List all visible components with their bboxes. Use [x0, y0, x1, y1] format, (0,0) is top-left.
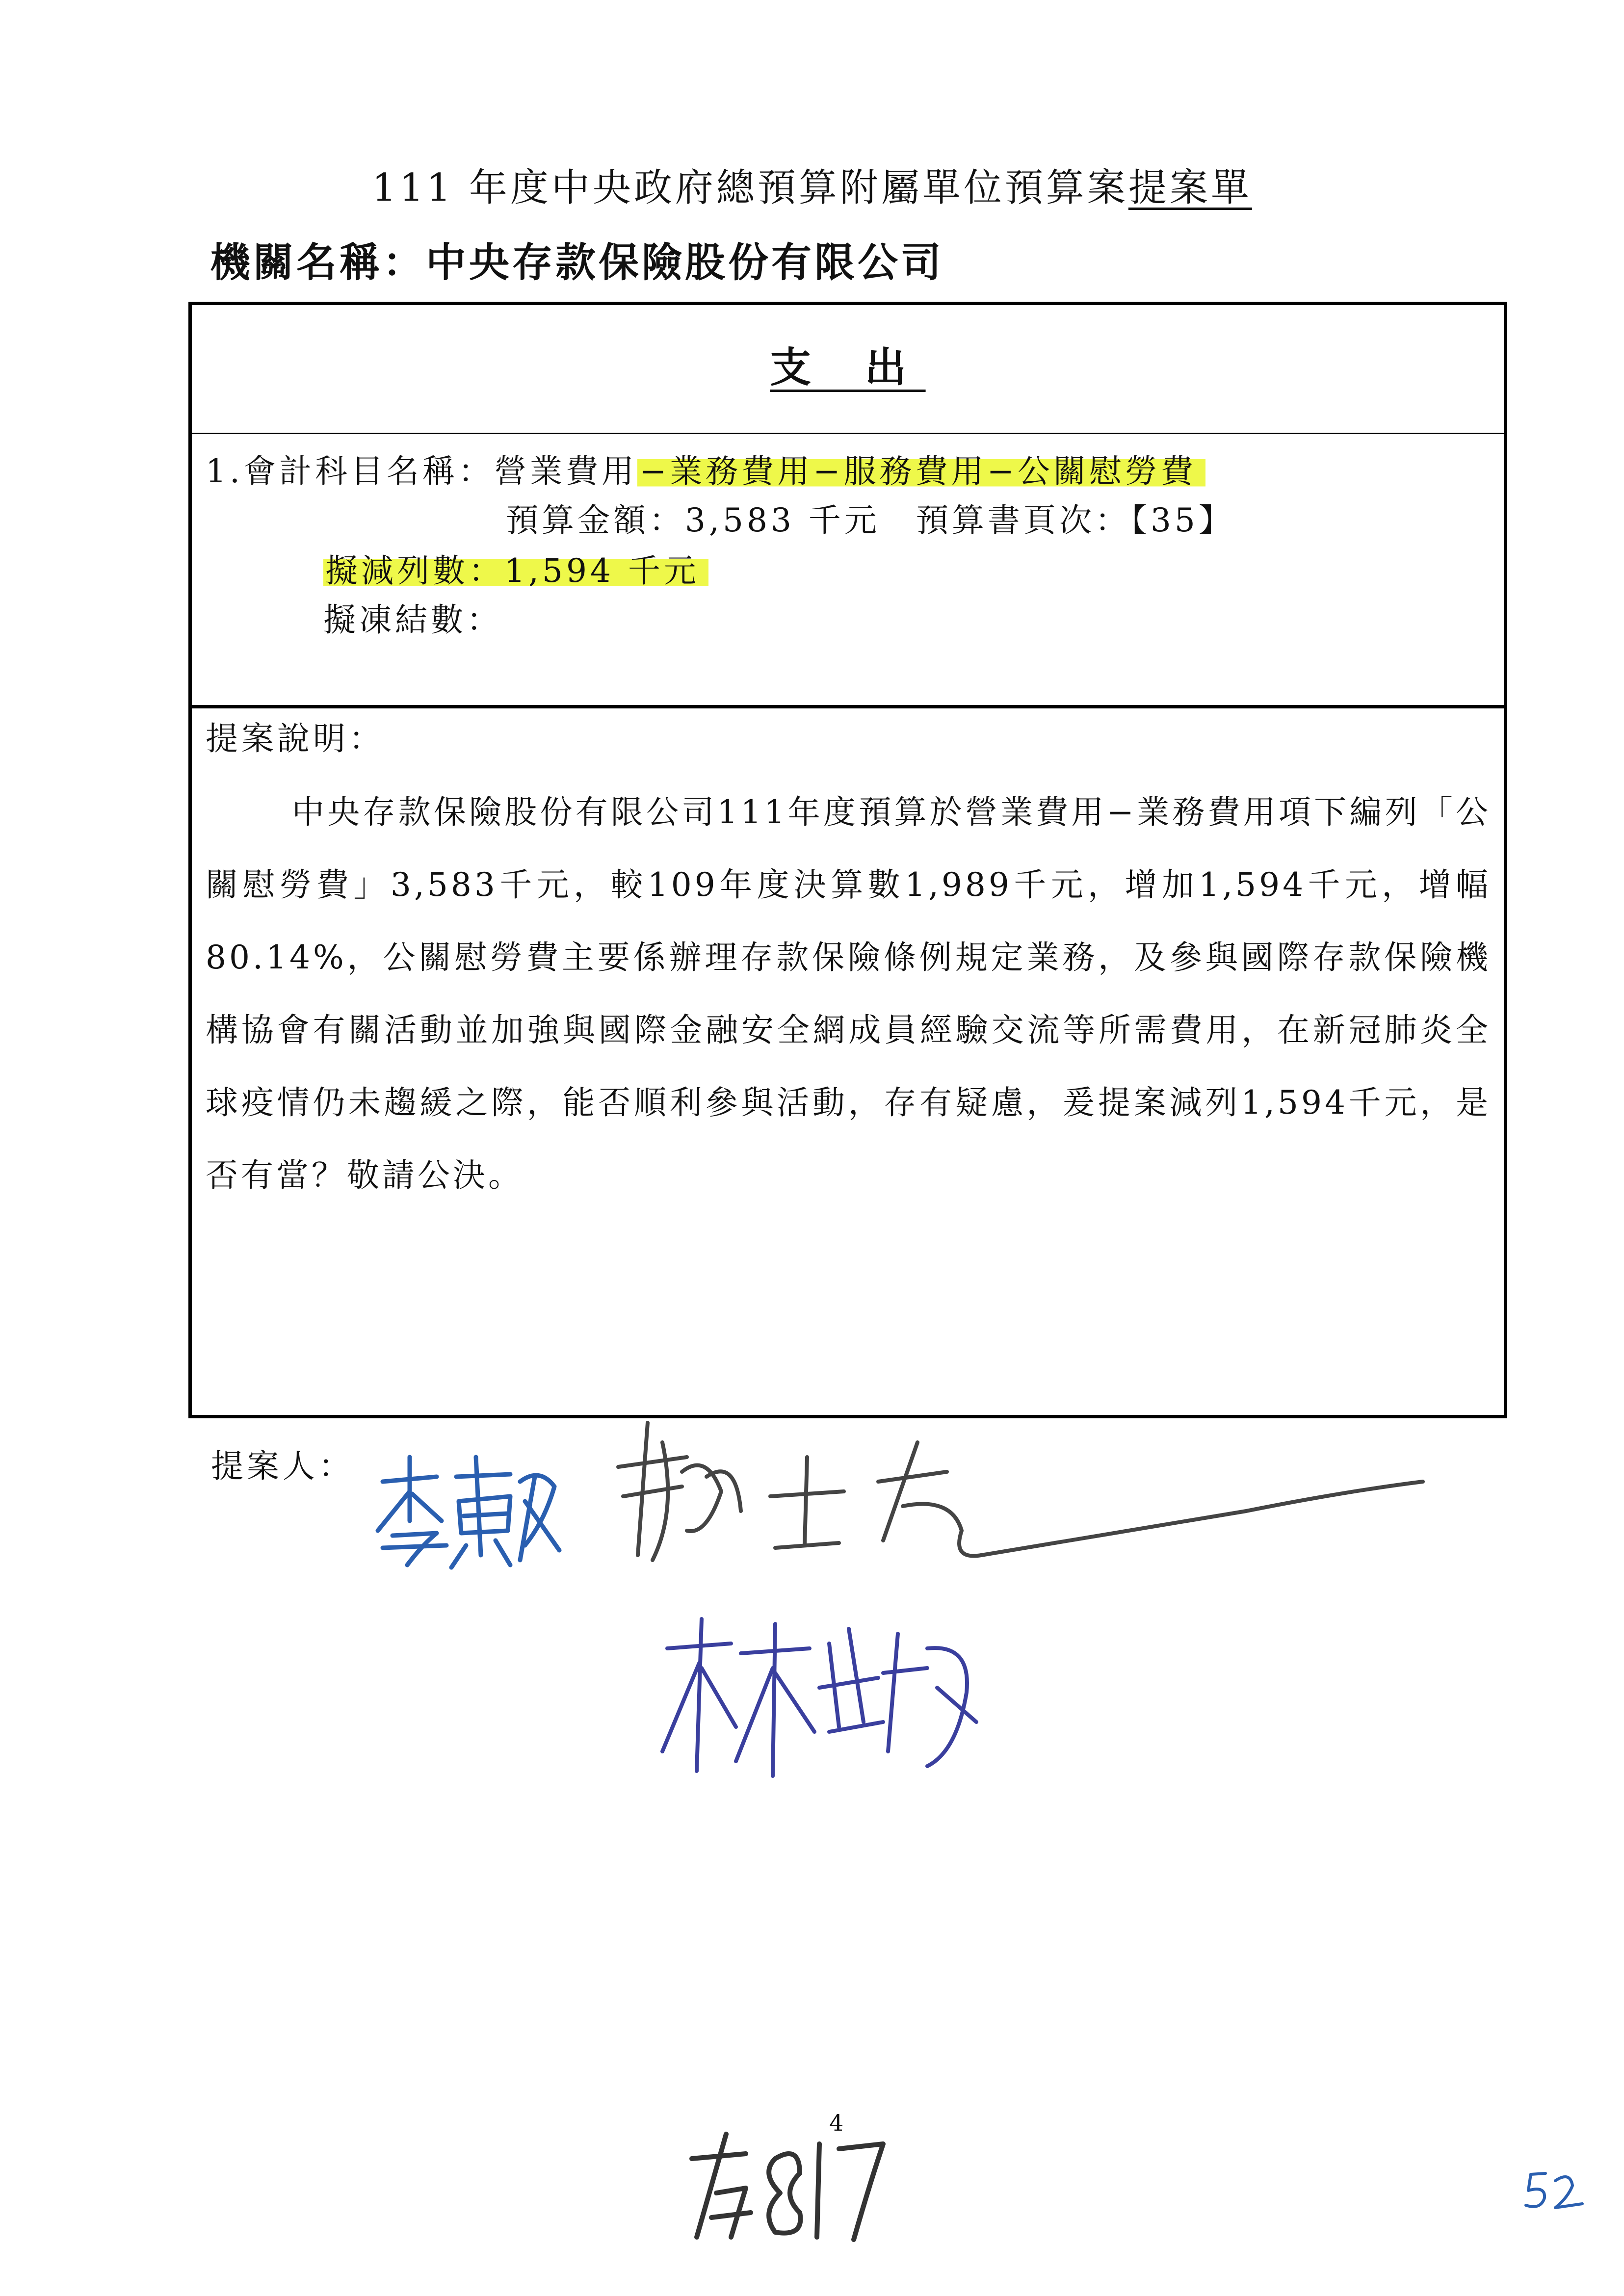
reduction-amount-highlighted: 擬減列數：1,594 千元: [323, 552, 708, 590]
budget-amount-line: 預算金額：3,583 千元 預算書頁次：【35】: [506, 501, 1234, 539]
signature-2-image: [608, 1413, 1442, 1590]
document-title-underlined: 提案單: [1128, 166, 1252, 210]
handwritten-code-image: [682, 2124, 888, 2247]
divider-heading: [192, 433, 1504, 434]
handwritten-corner-image: [1521, 2168, 1590, 2213]
signature-3-image: [653, 1604, 1006, 1791]
document-title-main: 111 年度中央政府總預算附屬單位預算案: [372, 166, 1128, 210]
freeze-amount-line: 擬凍結數：: [323, 601, 502, 639]
proposal-form-box: [188, 302, 1507, 1418]
agency-name-line: 機關名稱：中央存款保險股份有限公司: [210, 239, 944, 286]
section-heading: [192, 335, 1504, 394]
account-item-highlighted: −業務費用−服務費用−公關慰勞費: [637, 452, 1205, 490]
section-heading-text: 支 出: [770, 343, 926, 391]
proposer-label: 提案人：: [211, 1447, 354, 1485]
divider-explanation: [192, 705, 1504, 708]
account-item-prefix: 1.會計科目名稱：營業費用: [206, 452, 637, 490]
explanation-body: 中央存款保險股份有限公司111年度預算於營業費用−業務費用項下編列「公關慰勞費」3,583千元，較109年度決算數1,989千元，增加1,594千元，增幅80.14%，公關慰勞費主要係辦理存款保險條例規定業務，及參與國際存款保險機構協會有關活動並加強與國際金融安全網成員經驗交流等所需費用，在新冠肺炎全球疫情仍未趨緩之際，能否順利參與活動，存有疑慮，爰提案減列1,594千元，是否有當？敬請公決。: [206, 793, 1491, 1194]
document-title: [0, 157, 1624, 212]
account-item-line: [206, 445, 1205, 492]
reduction-amount-line: [323, 545, 708, 591]
explanation-label: 提案說明：: [206, 720, 385, 757]
page-number: 4: [829, 2110, 844, 2136]
signature-1-image: [363, 1447, 569, 1575]
